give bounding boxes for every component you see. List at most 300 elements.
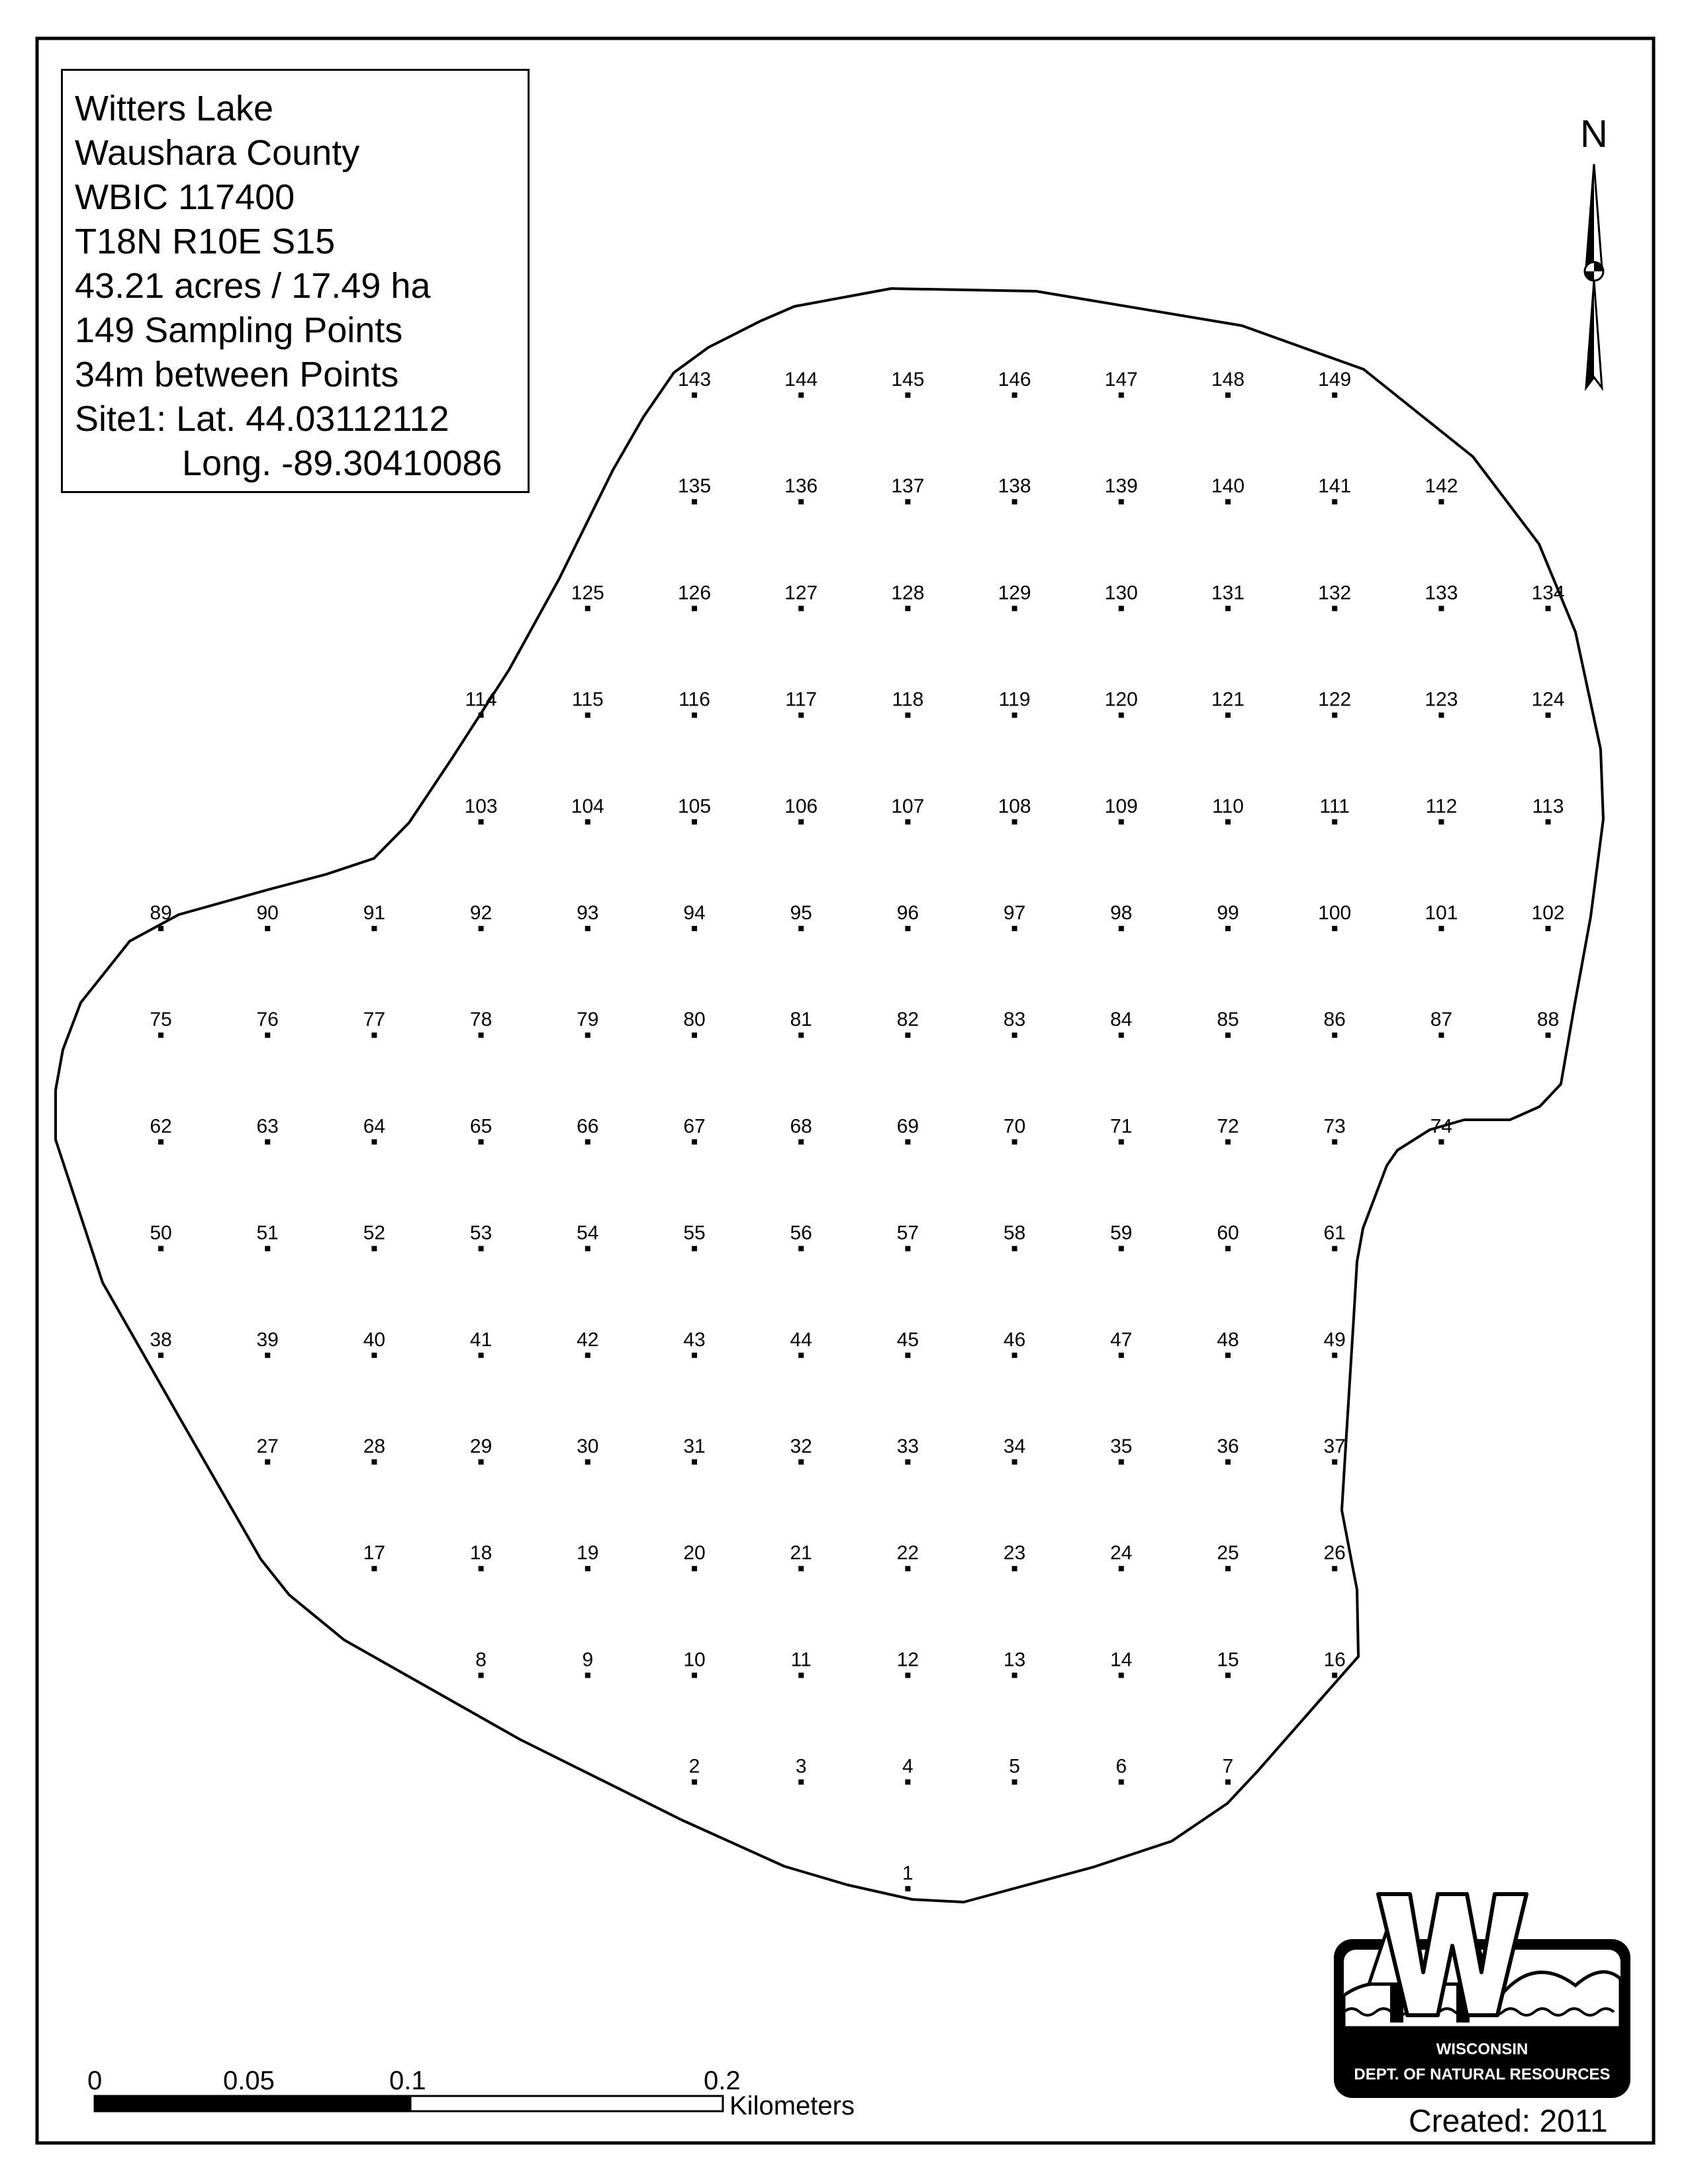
sampling-point-114 xyxy=(465,689,497,718)
sampling-point-11 xyxy=(791,1649,812,1678)
sampling-point-24 xyxy=(1110,1542,1132,1571)
sampling-point-label: 9 xyxy=(582,1649,594,1671)
sampling-point-marker xyxy=(905,1353,910,1358)
sampling-point-label: 55 xyxy=(683,1222,706,1244)
sampling-point-label: 132 xyxy=(1318,582,1352,604)
sampling-point-131 xyxy=(1211,582,1244,611)
sampling-point-marker xyxy=(905,1780,910,1785)
sampling-point-label: 114 xyxy=(465,688,497,711)
sampling-point-marker xyxy=(798,606,804,611)
sampling-point-132 xyxy=(1318,582,1351,611)
sampling-point-marker xyxy=(1225,1459,1231,1465)
scale-bar xyxy=(95,2096,723,2111)
sampling-point-17 xyxy=(363,1542,385,1571)
sampling-point-125 xyxy=(571,582,604,611)
sampling-point-marker xyxy=(798,1780,804,1785)
sampling-point-127 xyxy=(784,582,818,611)
sampling-point-label: 26 xyxy=(1323,1542,1346,1565)
sampling-point-label: 6 xyxy=(1115,1755,1127,1778)
sampling-point-marker xyxy=(798,1246,804,1251)
sampling-point-33 xyxy=(897,1435,919,1465)
sampling-point-marker xyxy=(1332,1139,1337,1144)
sampling-point-label: 62 xyxy=(150,1115,172,1138)
sampling-point-label: 88 xyxy=(1536,1009,1560,1031)
sampling-point-label: 138 xyxy=(998,475,1031,498)
sampling-point-marker xyxy=(1119,1246,1124,1251)
sampling-point-69 xyxy=(897,1115,919,1144)
sampling-point-57 xyxy=(897,1222,919,1251)
sampling-point-118 xyxy=(892,689,923,718)
sampling-point-marker xyxy=(692,1353,697,1358)
sampling-point-label: 61 xyxy=(1323,1222,1346,1244)
sampling-point-111 xyxy=(1319,796,1350,825)
sampling-point-39 xyxy=(257,1329,279,1358)
sampling-point-label: 113 xyxy=(1532,795,1564,817)
sampling-point-marker xyxy=(1438,819,1444,825)
sampling-point-112 xyxy=(1425,796,1457,825)
sampling-point-label: 36 xyxy=(1217,1435,1239,1457)
sampling-point-marker xyxy=(1012,926,1017,931)
sampling-point-label: 101 xyxy=(1425,902,1458,924)
sampling-point-marker xyxy=(1012,1353,1017,1358)
sampling-point-label: 13 xyxy=(1003,1649,1026,1671)
sampling-point-20 xyxy=(683,1542,705,1571)
sampling-point-label: 5 xyxy=(1009,1755,1020,1778)
sampling-point-label: 110 xyxy=(1212,795,1244,817)
sampling-point-marker xyxy=(798,1353,804,1358)
sampling-point-93 xyxy=(577,902,598,931)
sampling-point-label: 54 xyxy=(577,1222,599,1244)
sampling-point-label: 86 xyxy=(1323,1009,1346,1031)
sampling-point-marker xyxy=(1012,606,1017,611)
sampling-point-110 xyxy=(1212,796,1244,825)
sampling-point-marker xyxy=(905,1246,910,1251)
sampling-point-94 xyxy=(683,902,705,931)
sampling-point-139 xyxy=(1105,475,1138,504)
sampling-point-label: 94 xyxy=(683,902,706,924)
sampling-point-label: 100 xyxy=(1318,902,1352,924)
sampling-point-label: 2 xyxy=(688,1755,700,1778)
sampling-point-123 xyxy=(1425,689,1458,718)
sampling-point-marker xyxy=(479,1459,484,1465)
sampling-point-label: 126 xyxy=(677,582,712,604)
sampling-point-54 xyxy=(577,1222,598,1251)
scale-label-005: 0.05 xyxy=(223,2066,275,2095)
sampling-point-label: 41 xyxy=(469,1328,492,1351)
sampling-point-81 xyxy=(790,1009,812,1038)
sampling-point-marker xyxy=(692,713,697,718)
sampling-point-42 xyxy=(577,1329,598,1358)
sampling-point-label: 133 xyxy=(1425,582,1458,604)
sampling-point-label: 17 xyxy=(363,1542,386,1565)
sampling-point-142 xyxy=(1425,475,1458,504)
sampling-point-label: 80 xyxy=(683,1009,706,1031)
sampling-point-79 xyxy=(577,1009,598,1038)
sampling-point-label: 50 xyxy=(150,1222,172,1244)
sampling-point-marker xyxy=(798,713,804,718)
sampling-point-marker xyxy=(585,926,590,931)
sampling-point-marker xyxy=(1119,819,1124,825)
sampling-point-marker xyxy=(905,499,910,504)
sampling-point-marker xyxy=(1225,1353,1231,1358)
sampling-point-marker xyxy=(585,713,590,718)
sampling-point-marker xyxy=(585,1566,590,1571)
sampling-point-marker xyxy=(585,606,590,611)
sampling-point-37 xyxy=(1324,1435,1346,1465)
sampling-point-marker xyxy=(479,713,484,718)
scale-label-01: 0.1 xyxy=(389,2066,426,2095)
sampling-point-marker xyxy=(798,1032,804,1038)
scale-unit: Kilometers xyxy=(729,2091,855,2120)
sampling-point-marker xyxy=(1012,1672,1017,1678)
sampling-point-marker xyxy=(371,1459,377,1465)
sampling-point-99 xyxy=(1217,902,1239,931)
sampling-point-97 xyxy=(1004,902,1025,931)
sampling-point-marker xyxy=(1438,606,1444,611)
sampling-point-label: 38 xyxy=(150,1328,172,1351)
sampling-point-100 xyxy=(1318,902,1351,931)
sampling-point-label: 107 xyxy=(891,795,925,817)
sampling-point-marker xyxy=(158,926,164,931)
sampling-point-143 xyxy=(678,369,711,398)
sampling-point-12 xyxy=(897,1649,919,1678)
sampling-point-label: 129 xyxy=(998,582,1031,604)
sampling-point-marker xyxy=(265,1032,270,1038)
sampling-point-marker xyxy=(1119,1672,1124,1678)
sampling-point-label: 1 xyxy=(902,1862,914,1884)
sampling-point-label: 90 xyxy=(256,902,279,924)
sampling-point-label: 144 xyxy=(784,369,818,390)
sampling-point-marker xyxy=(692,392,697,398)
sampling-point-marker xyxy=(371,1353,377,1358)
sampling-point-marker xyxy=(1438,713,1444,718)
sampling-point-marker xyxy=(479,1246,484,1251)
sampling-point-5 xyxy=(1009,1756,1020,1785)
sampling-point-marker xyxy=(1332,1672,1337,1678)
lake-shoreline xyxy=(56,289,1603,1902)
sampling-point-63 xyxy=(257,1115,279,1144)
sampling-point-marker xyxy=(1119,1566,1124,1571)
sampling-point-marker xyxy=(1012,1032,1017,1038)
sampling-point-label: 8 xyxy=(475,1649,487,1671)
sampling-point-28 xyxy=(363,1435,385,1465)
sampling-point-18 xyxy=(470,1542,492,1571)
sampling-point-label: 44 xyxy=(790,1328,812,1351)
sampling-point-marker xyxy=(479,926,484,931)
sampling-point-label: 99 xyxy=(1217,902,1239,924)
sampling-point-marker xyxy=(1225,926,1231,931)
sampling-point-136 xyxy=(784,475,818,504)
sampling-point-marker xyxy=(585,819,590,825)
sampling-point-marker xyxy=(371,1566,377,1571)
north-arrow-icon xyxy=(1580,113,1608,388)
sampling-point-marker xyxy=(692,1566,697,1571)
sampling-point-marker xyxy=(1225,499,1231,504)
sampling-point-marker xyxy=(265,1246,270,1251)
sampling-point-marker xyxy=(158,1139,164,1144)
sampling-point-101 xyxy=(1425,902,1458,931)
sampling-point-marker xyxy=(1546,819,1551,825)
sampling-point-48 xyxy=(1217,1329,1239,1358)
sampling-point-label: 77 xyxy=(363,1009,386,1031)
sampling-point-label: 104 xyxy=(571,795,604,817)
created-date: Created: 2011 xyxy=(1409,2104,1608,2139)
sampling-point-104 xyxy=(571,796,604,825)
sampling-point-label: 140 xyxy=(1211,475,1245,498)
sampling-point-label: 148 xyxy=(1211,369,1245,390)
sampling-point-marker xyxy=(1332,1566,1337,1571)
sampling-point-label: 85 xyxy=(1217,1009,1239,1031)
sampling-point-label: 141 xyxy=(1318,475,1352,498)
sampling-point-label: 29 xyxy=(469,1435,492,1457)
sampling-point-7 xyxy=(1223,1756,1234,1785)
sampling-point-label: 135 xyxy=(677,475,712,498)
sampling-point-label: 48 xyxy=(1217,1328,1239,1351)
sampling-point-label: 34 xyxy=(1003,1435,1026,1457)
sampling-point-label: 127 xyxy=(784,582,818,604)
sampling-point-label: 28 xyxy=(363,1435,386,1457)
site-latitude: Site1: Lat. 44.03112112 xyxy=(75,399,449,439)
sampling-point-marker xyxy=(692,1246,697,1251)
sampling-point-74 xyxy=(1430,1115,1452,1144)
sampling-point-80 xyxy=(683,1009,705,1038)
sampling-point-label: 65 xyxy=(469,1115,492,1138)
sampling-point-46 xyxy=(1004,1329,1025,1358)
sampling-point-60 xyxy=(1217,1222,1239,1251)
sampling-point-marker xyxy=(798,1566,804,1571)
sampling-point-124 xyxy=(1532,689,1565,718)
sampling-point-marker xyxy=(1225,606,1231,611)
sampling-point-marker xyxy=(1332,819,1337,825)
sampling-point-122 xyxy=(1318,689,1351,718)
sampling-point-146 xyxy=(998,369,1031,398)
sampling-point-label: 89 xyxy=(150,902,172,924)
sampling-point-marker xyxy=(265,926,270,931)
wbic-code: WBIC 117400 xyxy=(75,177,295,217)
sampling-point-marker xyxy=(585,1246,590,1251)
sampling-point-marker xyxy=(1546,1032,1551,1038)
sampling-point-marker xyxy=(265,1139,270,1144)
sampling-point-marker xyxy=(479,819,484,825)
sampling-point-149 xyxy=(1318,369,1351,398)
sampling-point-marker xyxy=(1332,1459,1337,1465)
sampling-point-87 xyxy=(1430,1009,1452,1038)
sampling-point-73 xyxy=(1324,1115,1346,1144)
sampling-point-label: 37 xyxy=(1323,1435,1346,1457)
sampling-point-4 xyxy=(902,1756,914,1785)
sampling-point-61 xyxy=(1324,1222,1346,1251)
sampling-point-label: 123 xyxy=(1425,688,1458,711)
sampling-point-marker xyxy=(1012,499,1017,504)
sampling-point-23 xyxy=(1004,1542,1025,1571)
sampling-point-121 xyxy=(1211,689,1244,718)
sampling-point-marker xyxy=(1225,819,1231,825)
sampling-point-label: 149 xyxy=(1318,369,1352,390)
sampling-point-26 xyxy=(1324,1542,1346,1571)
sampling-point-marker xyxy=(585,1139,590,1144)
sampling-point-label: 69 xyxy=(896,1115,919,1138)
sampling-point-marker xyxy=(798,819,804,825)
sampling-point-marker xyxy=(479,1672,484,1678)
sampling-point-51 xyxy=(257,1222,279,1251)
sampling-point-22 xyxy=(897,1542,919,1571)
sampling-point-83 xyxy=(1004,1009,1025,1038)
sampling-point-130 xyxy=(1105,582,1138,611)
sampling-point-56 xyxy=(790,1222,812,1251)
sampling-point-label: 134 xyxy=(1531,582,1565,604)
sampling-point-label: 24 xyxy=(1110,1542,1133,1565)
sampling-point-marker xyxy=(585,1032,590,1038)
sampling-point-21 xyxy=(790,1542,812,1571)
sampling-point-label: 81 xyxy=(790,1009,812,1031)
sampling-point-label: 19 xyxy=(577,1542,599,1565)
sampling-point-label: 25 xyxy=(1217,1542,1239,1565)
sampling-point-label: 117 xyxy=(785,688,818,711)
sampling-point-label: 71 xyxy=(1110,1115,1133,1138)
sampling-point-label: 14 xyxy=(1110,1649,1133,1671)
sampling-point-115 xyxy=(572,689,604,718)
sampling-point-label: 22 xyxy=(896,1542,919,1565)
sampling-point-marker xyxy=(371,926,377,931)
sampling-point-label: 42 xyxy=(577,1328,599,1351)
sampling-point-147 xyxy=(1105,369,1138,398)
sampling-point-marker xyxy=(905,1032,910,1038)
sampling-point-113 xyxy=(1532,796,1564,825)
sampling-point-label: 102 xyxy=(1531,902,1565,924)
sampling-point-label: 3 xyxy=(795,1755,807,1778)
sampling-point-108 xyxy=(998,796,1031,825)
sampling-point-14 xyxy=(1110,1649,1132,1678)
sampling-point-marker xyxy=(1332,926,1337,931)
sampling-point-label: 4 xyxy=(902,1755,914,1778)
sampling-point-label: 47 xyxy=(1110,1328,1133,1351)
sampling-point-marker xyxy=(1332,713,1337,718)
sampling-point-135 xyxy=(678,475,711,504)
sampling-point-label: 30 xyxy=(577,1435,599,1457)
sampling-point-15 xyxy=(1217,1649,1239,1678)
sampling-point-marker xyxy=(692,1032,697,1038)
sampling-point-marker xyxy=(1332,1353,1337,1358)
sampling-point-27 xyxy=(257,1435,279,1465)
sampling-point-marker xyxy=(479,1032,484,1038)
sampling-point-marker xyxy=(1012,1780,1017,1785)
sampling-point-label: 83 xyxy=(1003,1009,1026,1031)
wisconsin-dnr-logo xyxy=(1334,1894,1630,2098)
sampling-point-marker xyxy=(1012,1566,1017,1571)
sampling-point-105 xyxy=(678,796,711,825)
sampling-point-6 xyxy=(1115,1756,1127,1785)
sampling-point-marker xyxy=(1332,1032,1337,1038)
sampling-point-marker xyxy=(1438,1032,1444,1038)
sampling-point-label: 78 xyxy=(469,1009,492,1031)
sampling-point-marker xyxy=(479,1566,484,1571)
sampling-point-82 xyxy=(897,1009,919,1038)
sampling-point-marker xyxy=(158,1246,164,1251)
sampling-point-55 xyxy=(683,1222,705,1251)
sampling-point-marker xyxy=(1225,392,1231,398)
sampling-point-148 xyxy=(1211,369,1244,398)
sampling-point-label: 57 xyxy=(896,1222,919,1244)
sampling-point-marker xyxy=(1012,1246,1017,1251)
sampling-point-label: 93 xyxy=(577,902,599,924)
sampling-point-marker xyxy=(1012,1139,1017,1144)
sampling-point-label: 67 xyxy=(683,1115,706,1138)
sampling-point-58 xyxy=(1004,1222,1025,1251)
sampling-point-85 xyxy=(1217,1009,1239,1038)
sampling-point-marker xyxy=(1225,1032,1231,1038)
sampling-point-label: 103 xyxy=(464,795,498,817)
sampling-point-49 xyxy=(1324,1329,1346,1358)
sampling-point-label: 31 xyxy=(683,1435,706,1457)
north-label: N xyxy=(1580,113,1608,156)
sampling-point-117 xyxy=(785,689,817,718)
sampling-point-marker xyxy=(1225,713,1231,718)
sampling-point-96 xyxy=(897,902,919,931)
sampling-point-marker xyxy=(1119,1032,1124,1038)
sampling-point-label: 142 xyxy=(1425,475,1458,498)
sampling-point-marker xyxy=(692,499,697,504)
sampling-point-140 xyxy=(1211,475,1244,504)
sampling-point-label: 105 xyxy=(677,795,712,817)
sampling-point-label: 108 xyxy=(998,795,1031,817)
sampling-point-70 xyxy=(1004,1115,1025,1144)
sampling-point-90 xyxy=(257,902,279,931)
sampling-point-95 xyxy=(790,902,812,931)
site-longitude: Long. -89.30410086 xyxy=(182,443,502,483)
sampling-point-label: 143 xyxy=(677,369,712,390)
sampling-point-78 xyxy=(470,1009,492,1038)
sampling-point-3 xyxy=(796,1756,807,1785)
sampling-point-10 xyxy=(683,1649,705,1678)
sampling-point-label: 16 xyxy=(1323,1649,1346,1671)
sampling-point-1 xyxy=(902,1862,914,1891)
sampling-point-label: 20 xyxy=(683,1542,706,1565)
sampling-point-label: 64 xyxy=(363,1115,386,1138)
sampling-point-marker xyxy=(905,1139,910,1144)
sampling-point-107 xyxy=(891,796,924,825)
sampling-point-marker xyxy=(798,1672,804,1678)
sampling-point-64 xyxy=(363,1115,385,1144)
sampling-point-62 xyxy=(150,1115,171,1144)
sampling-point-label: 147 xyxy=(1104,369,1138,390)
sampling-point-marker xyxy=(371,1032,377,1038)
sampling-point-marker xyxy=(905,1672,910,1678)
sampling-point-marker xyxy=(1332,499,1337,504)
sampling-point-marker xyxy=(905,1886,910,1891)
sampling-point-label: 11 xyxy=(790,1649,812,1671)
sampling-point-marker xyxy=(1119,926,1124,931)
sampling-point-label: 137 xyxy=(891,475,925,498)
sampling-point-marker xyxy=(1225,1246,1231,1251)
sampling-point-119 xyxy=(999,689,1031,718)
sampling-point-label: 51 xyxy=(256,1222,279,1244)
sampling-point-marker xyxy=(798,1139,804,1144)
sampling-point-41 xyxy=(470,1329,492,1358)
sampling-point-marker xyxy=(1012,1459,1017,1465)
logo-line2: DEPT. OF NATURAL RESOURCES xyxy=(1354,2066,1611,2083)
sampling-point-label: 97 xyxy=(1003,902,1026,924)
sampling-point-marker xyxy=(692,1672,697,1678)
sampling-point-label: 60 xyxy=(1217,1222,1239,1244)
sampling-point-34 xyxy=(1004,1435,1025,1465)
sampling-point-label: 76 xyxy=(256,1009,279,1031)
sampling-point-label: 118 xyxy=(892,688,924,711)
sampling-point-marker xyxy=(692,1780,697,1785)
sampling-point-98 xyxy=(1110,902,1132,931)
sampling-point-marker xyxy=(1119,1139,1124,1144)
sampling-point-marker xyxy=(1438,926,1444,931)
sampling-point-label: 39 xyxy=(256,1328,279,1351)
